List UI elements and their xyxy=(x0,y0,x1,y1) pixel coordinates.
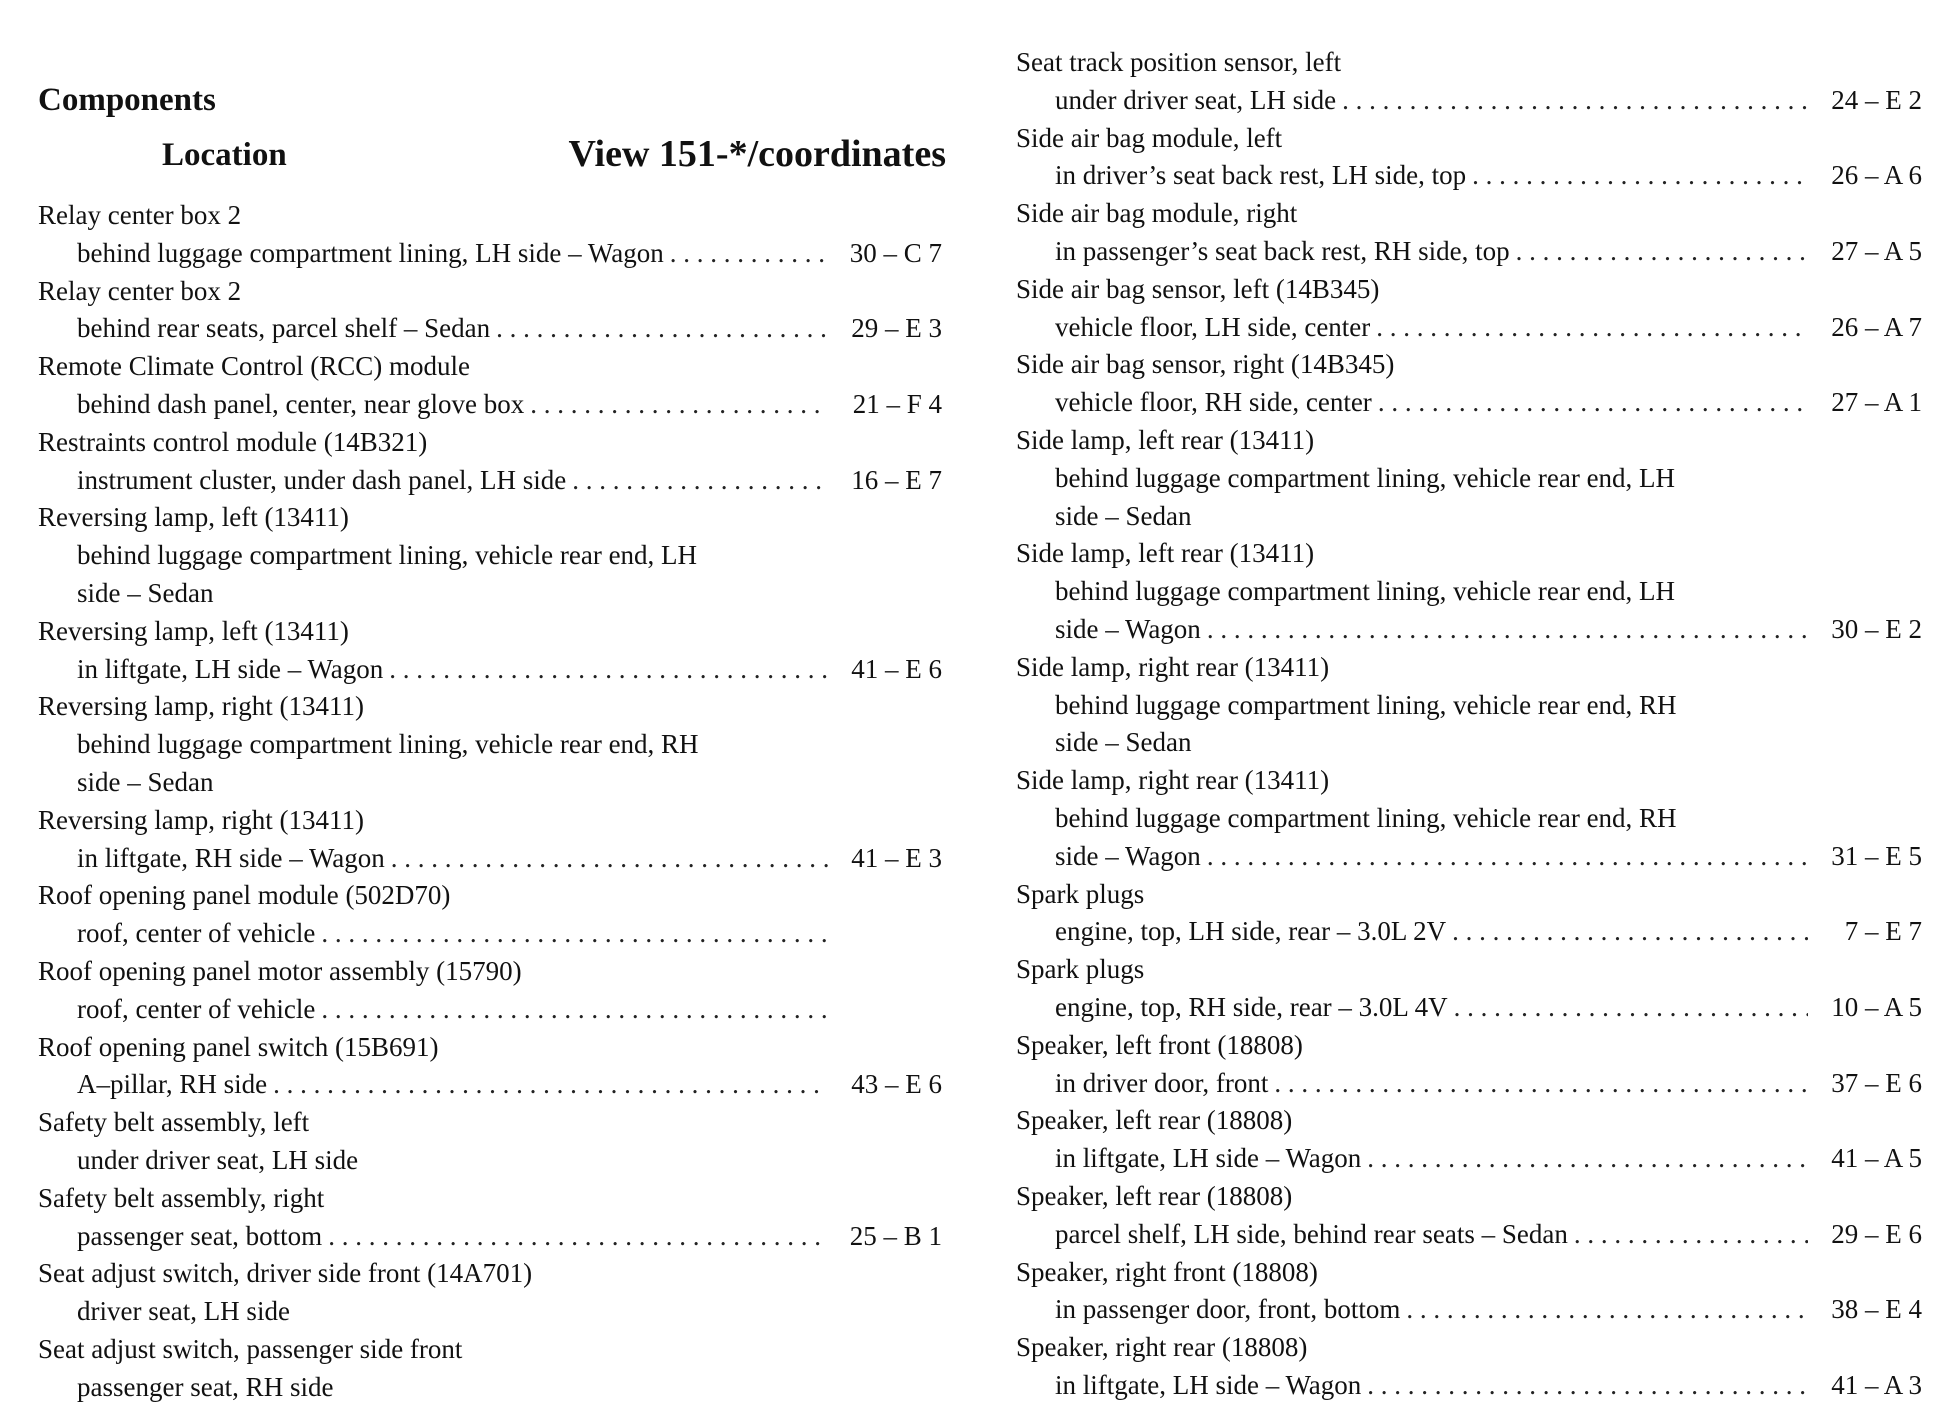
component-entry xyxy=(38,613,942,689)
dot-leader xyxy=(496,310,828,348)
component-name: Spark plugs xyxy=(1016,954,1145,985)
component-entry xyxy=(1016,271,1922,347)
component-location-line xyxy=(1016,1140,1922,1178)
component-entry xyxy=(38,1029,942,1105)
component-location: driver seat, LH side xyxy=(77,1296,290,1327)
page-title: Components xyxy=(38,82,216,118)
component-location-line xyxy=(1016,460,1922,498)
view-coordinate: 24 – E 2 xyxy=(1831,84,1922,115)
component-name: Reversing lamp, left (13411) xyxy=(38,615,349,646)
component-location-line xyxy=(38,1369,942,1407)
component-location: roof, center of vehicle xyxy=(77,993,316,1024)
component-name: Side lamp, left rear (13411) xyxy=(1016,424,1315,455)
component-location-continued: side – Sedan xyxy=(1055,727,1192,758)
view-coordinate: 29 – E 3 xyxy=(851,313,942,344)
view-coordinate: 38 – E 4 xyxy=(1831,1294,1922,1325)
component-name: Spark plugs xyxy=(1016,878,1145,909)
dot-leader xyxy=(572,462,828,500)
component-location-line xyxy=(38,1142,942,1180)
component-name: Speaker, right front (18808) xyxy=(1016,1256,1318,1287)
component-entry xyxy=(1016,1102,1922,1178)
component-location-line xyxy=(1016,989,1922,1027)
component-location: in passenger door, front, bottom xyxy=(1055,1294,1401,1325)
component-location-line xyxy=(38,726,942,764)
component-name: Side lamp, right rear (13411) xyxy=(1016,651,1330,682)
component-location: in liftgate, RH side – Wagon xyxy=(77,842,385,873)
component-location-line xyxy=(1016,724,1922,762)
component-location-line xyxy=(1016,233,1922,271)
component-entry xyxy=(38,1331,942,1407)
component-location: under driver seat, LH side xyxy=(77,1144,359,1175)
component-location-line xyxy=(1016,82,1922,120)
component-name: Relay center box 2 xyxy=(38,275,242,306)
component-location-line xyxy=(38,537,942,575)
component-location: roof, center of vehicle xyxy=(77,918,316,949)
view-coordinate: 30 – C 7 xyxy=(849,237,942,268)
component-location-line xyxy=(38,764,942,802)
coordinates-column-header: View 151-*/coordinates xyxy=(568,133,946,175)
dot-leader xyxy=(1367,1140,1808,1178)
component-location-line xyxy=(1016,384,1922,422)
view-coordinate: 31 – E 5 xyxy=(1831,840,1922,871)
component-location-line xyxy=(38,991,942,1029)
component-entry xyxy=(1016,1027,1922,1103)
dot-leader xyxy=(1207,611,1808,649)
component-location-line xyxy=(38,386,942,424)
component-location: in driver door, front xyxy=(1055,1067,1269,1098)
component-name: Safety belt assembly, right xyxy=(38,1182,325,1213)
component-location: in liftgate, LH side – Wagon xyxy=(1055,1369,1362,1400)
dot-leader xyxy=(1367,1367,1808,1405)
view-coordinate: 41 – A 3 xyxy=(1831,1369,1922,1400)
component-location: passenger seat, RH side xyxy=(77,1371,334,1402)
component-entry xyxy=(1016,1254,1922,1330)
component-entry xyxy=(38,424,942,500)
component-location-line xyxy=(1016,913,1922,951)
component-name: Reversing lamp, right (13411) xyxy=(38,804,364,835)
view-coordinate: 30 – E 2 xyxy=(1831,613,1922,644)
component-location-line xyxy=(38,235,942,273)
component-name: Restraints control module (14B321) xyxy=(38,426,428,457)
location-column-header: Location xyxy=(162,137,287,173)
component-entry xyxy=(38,1180,942,1256)
component-location-line xyxy=(38,1293,942,1331)
component-location-continued: side – Wagon xyxy=(1055,613,1201,644)
view-coordinate: 43 – E 6 xyxy=(851,1069,942,1100)
component-location: under driver seat, LH side xyxy=(1055,84,1337,115)
component-entry xyxy=(1016,1178,1922,1254)
component-location: A–pillar, RH side xyxy=(77,1069,268,1100)
dot-leader xyxy=(530,386,828,424)
component-location-line xyxy=(1016,157,1922,195)
view-coordinate: 26 – A 7 xyxy=(1831,311,1922,342)
component-location: engine, top, LH side, rear – 3.0L 2V xyxy=(1055,916,1447,947)
component-location: behind luggage compartment lining, vehicle rear end, LH xyxy=(1055,576,1676,607)
dot-leader xyxy=(1472,157,1808,195)
component-location-line xyxy=(38,462,942,500)
component-name: Seat adjust switch, driver side front (14A701) xyxy=(38,1258,533,1289)
component-name: Reversing lamp, left (13411) xyxy=(38,502,349,533)
component-entry xyxy=(1016,422,1922,535)
component-location-continued: side – Sedan xyxy=(1055,500,1192,531)
dot-leader xyxy=(1376,309,1808,347)
component-location-line xyxy=(38,915,942,953)
component-name: Seat adjust switch, passenger side front xyxy=(38,1333,463,1364)
component-name: Side air bag module, right xyxy=(1016,198,1298,229)
component-entry xyxy=(38,688,942,801)
view-coordinate: 25 – B 1 xyxy=(849,1220,942,1251)
component-name: Side air bag module, left xyxy=(1016,122,1283,153)
component-name: Speaker, left front (18808) xyxy=(1016,1029,1303,1060)
view-coordinate: 10 – A 5 xyxy=(1831,991,1922,1022)
view-coordinate: 16 – E 7 xyxy=(851,464,942,495)
component-name: Reversing lamp, right (13411) xyxy=(38,691,364,722)
component-location: vehicle floor, RH side, center xyxy=(1055,387,1372,418)
component-location-line xyxy=(1016,838,1922,876)
dot-leader xyxy=(389,651,828,689)
component-location-continued: side – Wagon xyxy=(1055,840,1201,871)
view-coordinate: 41 – E 6 xyxy=(851,653,942,684)
component-location: in driver’s seat back rest, LH side, top xyxy=(1055,160,1467,191)
component-entry xyxy=(1016,535,1922,648)
component-location-line xyxy=(38,575,942,613)
component-name: Roof opening panel switch (15B691) xyxy=(38,1031,439,1062)
component-entry xyxy=(1016,195,1922,271)
component-entry xyxy=(38,197,942,273)
component-location-line xyxy=(38,1066,942,1104)
component-location: behind luggage compartment lining, vehicle rear end, LH xyxy=(77,540,698,571)
component-location-line xyxy=(1016,611,1922,649)
component-name: Safety belt assembly, left xyxy=(38,1107,310,1138)
component-location: engine, top, RH side, rear – 3.0L 4V xyxy=(1055,991,1448,1022)
component-location-line xyxy=(1016,1291,1922,1329)
component-entry xyxy=(1016,876,1922,952)
dot-leader xyxy=(1378,384,1808,422)
component-location-line xyxy=(38,1218,942,1256)
component-location-line xyxy=(38,651,942,689)
dot-leader xyxy=(1274,1065,1808,1103)
component-location: behind dash panel, center, near glove box xyxy=(77,388,525,419)
component-location: behind rear seats, parcel shelf – Sedan xyxy=(77,313,491,344)
component-entry xyxy=(38,1104,942,1180)
component-list-right xyxy=(1016,44,1922,1405)
view-coordinate: 27 – A 5 xyxy=(1831,235,1922,266)
view-coordinate: 7 – E 7 xyxy=(1844,916,1922,947)
dot-leader xyxy=(391,840,828,878)
component-entry xyxy=(38,348,942,424)
component-location-line xyxy=(1016,1065,1922,1103)
component-location-line xyxy=(1016,687,1922,725)
component-name: Side lamp, left rear (13411) xyxy=(1016,538,1315,569)
dot-leader xyxy=(1207,838,1808,876)
component-name: Seat track position sensor, left xyxy=(1016,47,1342,77)
dot-leader xyxy=(1516,233,1808,271)
component-location-line xyxy=(1016,1367,1922,1405)
component-location: in liftgate, LH side – Wagon xyxy=(77,653,384,684)
component-entry xyxy=(1016,346,1922,422)
dot-leader xyxy=(1406,1291,1808,1329)
dot-leader xyxy=(670,235,828,273)
component-location: instrument cluster, under dash panel, LH side xyxy=(77,464,567,495)
component-location: passenger seat, bottom xyxy=(77,1220,323,1251)
component-location: behind luggage compartment lining, vehicle rear end, LH xyxy=(1055,462,1676,493)
component-location-line xyxy=(1016,800,1922,838)
component-location: vehicle floor, LH side, center xyxy=(1055,311,1371,342)
view-coordinate: 29 – E 6 xyxy=(1831,1218,1922,1249)
component-list-left xyxy=(38,197,942,1407)
component-entry xyxy=(1016,1329,1922,1405)
component-name: Roof opening panel motor assembly (15790) xyxy=(38,955,522,986)
component-name: Side air bag sensor, right (14B345) xyxy=(1016,349,1395,380)
component-location-continued: side – Sedan xyxy=(77,577,214,608)
dot-leader xyxy=(321,915,828,953)
component-entry xyxy=(38,499,942,612)
component-entry xyxy=(38,802,942,878)
component-location: behind luggage compartment lining, LH side – Wagon xyxy=(77,237,664,268)
component-name: Side air bag sensor, left (14B345) xyxy=(1016,273,1380,304)
component-entry xyxy=(1016,762,1922,875)
component-location-line xyxy=(38,840,942,878)
component-entry xyxy=(38,1255,942,1331)
component-entry xyxy=(1016,951,1922,1027)
component-location: parcel shelf, LH side, behind rear seats – Sedan xyxy=(1055,1218,1568,1249)
dot-leader xyxy=(328,1218,828,1256)
view-coordinate: 37 – E 6 xyxy=(1831,1067,1922,1098)
component-entry xyxy=(1016,120,1922,196)
component-entry xyxy=(38,273,942,349)
component-location-line xyxy=(1016,498,1922,536)
component-location-line xyxy=(1016,1216,1922,1254)
dot-leader xyxy=(1454,989,1808,1027)
component-location: behind luggage compartment lining, vehicle rear end, RH xyxy=(1055,689,1677,720)
component-entry xyxy=(38,877,942,953)
component-name: Speaker, left rear (18808) xyxy=(1016,1180,1293,1211)
component-entry xyxy=(1016,649,1922,762)
component-name: Speaker, right rear (18808) xyxy=(1016,1332,1308,1363)
component-name: Relay center box 2 xyxy=(38,200,242,230)
view-coordinate: 41 – A 5 xyxy=(1831,1143,1922,1174)
component-name: Roof opening panel module (502D70) xyxy=(38,880,451,911)
view-coordinate: 21 – F 4 xyxy=(852,388,942,419)
dot-leader xyxy=(1342,82,1808,120)
component-location-line xyxy=(1016,309,1922,347)
component-name: Speaker, left rear (18808) xyxy=(1016,1105,1293,1136)
component-entry xyxy=(1016,44,1922,120)
component-entry xyxy=(38,953,942,1029)
component-name: Remote Climate Control (RCC) module xyxy=(38,351,470,382)
dot-leader xyxy=(321,991,828,1029)
component-location: in passenger’s seat back rest, RH side, top xyxy=(1055,235,1510,266)
dot-leader xyxy=(1574,1216,1808,1254)
component-location-continued: side – Sedan xyxy=(77,766,214,797)
component-location: behind luggage compartment lining, vehicle rear end, RH xyxy=(77,729,699,760)
component-location-line xyxy=(38,310,942,348)
dot-leader xyxy=(1452,913,1808,951)
dot-leader xyxy=(273,1066,828,1104)
view-coordinate: 26 – A 6 xyxy=(1831,160,1922,191)
component-location: behind luggage compartment lining, vehicle rear end, RH xyxy=(1055,802,1677,833)
component-location-line xyxy=(1016,573,1922,611)
component-name: Side lamp, right rear (13411) xyxy=(1016,765,1330,796)
view-coordinate: 27 – A 1 xyxy=(1831,387,1922,418)
view-coordinate: 41 – E 3 xyxy=(851,842,942,873)
component-location: in liftgate, LH side – Wagon xyxy=(1055,1143,1362,1174)
